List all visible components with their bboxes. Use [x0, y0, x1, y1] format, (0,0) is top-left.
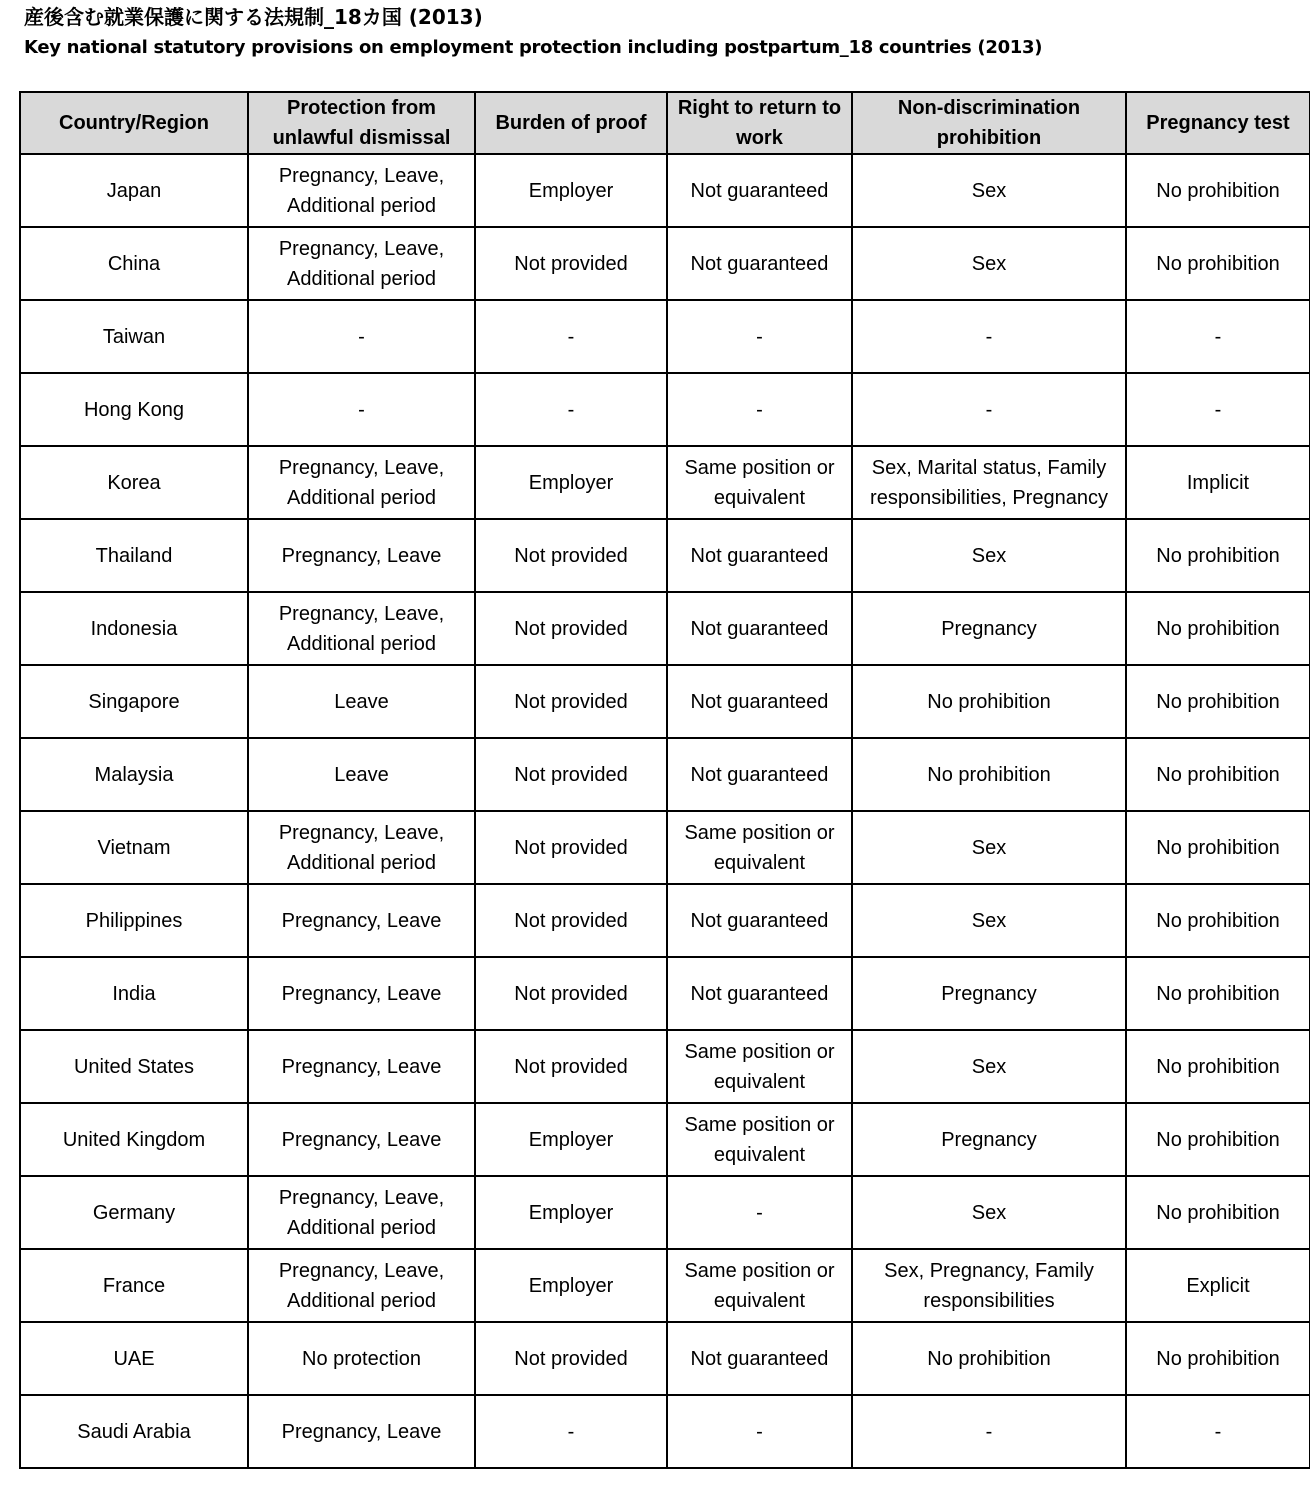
header-row [20, 92, 1310, 154]
cell-dismissal-protection: Pregnancy, Leave, Additional period [248, 1249, 475, 1322]
cell-pregnancy-test: No prohibition [1126, 1030, 1310, 1103]
cell-burden-of-proof: Not provided [475, 227, 667, 300]
cell-return-to-work: - [667, 300, 852, 373]
cell-country: Taiwan [20, 300, 248, 373]
cell-non-discrimination: - [852, 373, 1126, 446]
cell-dismissal-protection: Pregnancy, Leave, Additional period [248, 1176, 475, 1249]
cell-burden-of-proof: - [475, 1395, 667, 1468]
cell-pregnancy-test: No prohibition [1126, 1176, 1310, 1249]
cell-non-discrimination: Pregnancy [852, 957, 1126, 1030]
table-row [20, 1322, 1310, 1395]
cell-dismissal-protection: Pregnancy, Leave, Additional period [248, 811, 475, 884]
cell-burden-of-proof: Not provided [475, 884, 667, 957]
cell-country: Korea [20, 446, 248, 519]
cell-country: Hong Kong [20, 373, 248, 446]
cell-burden-of-proof: Employer [475, 446, 667, 519]
header-protection-from-unlawful-dismissal: Protection from unlawful dismissal [248, 92, 475, 154]
table-row [20, 1103, 1310, 1176]
cell-dismissal-protection: Pregnancy, Leave, Additional period [248, 154, 475, 227]
header-non-discrimination-prohibition: Non-discrimination prohibition [852, 92, 1126, 154]
cell-pregnancy-test: No prohibition [1126, 957, 1310, 1030]
cell-return-to-work: Same position or equivalent [667, 1103, 852, 1176]
cell-country: Saudi Arabia [20, 1395, 248, 1468]
table-row [20, 1176, 1310, 1249]
table-row [20, 738, 1310, 811]
cell-return-to-work: Same position or equivalent [667, 1249, 852, 1322]
cell-non-discrimination: Sex, Marital status, Family responsibilities, Pregnancy [852, 446, 1126, 519]
table-row [20, 446, 1310, 519]
cell-dismissal-protection: Pregnancy, Leave, Additional period [248, 227, 475, 300]
cell-country: Germany [20, 1176, 248, 1249]
cell-non-discrimination: No prohibition [852, 1322, 1126, 1395]
cell-country: Vietnam [20, 811, 248, 884]
cell-non-discrimination: Pregnancy [852, 1103, 1126, 1176]
cell-non-discrimination: No prohibition [852, 738, 1126, 811]
cell-return-to-work: Not guaranteed [667, 738, 852, 811]
cell-return-to-work: - [667, 1176, 852, 1249]
cell-non-discrimination: Sex [852, 884, 1126, 957]
cell-burden-of-proof: Not provided [475, 519, 667, 592]
cell-burden-of-proof: - [475, 373, 667, 446]
table-row [20, 884, 1310, 957]
cell-return-to-work: - [667, 1395, 852, 1468]
cell-pregnancy-test: No prohibition [1126, 227, 1310, 300]
cell-pregnancy-test: No prohibition [1126, 519, 1310, 592]
cell-non-discrimination: Sex [852, 1176, 1126, 1249]
cell-return-to-work: Not guaranteed [667, 1322, 852, 1395]
table-row [20, 1249, 1310, 1322]
provisions-table [19, 91, 1310, 1469]
cell-non-discrimination: No prohibition [852, 665, 1126, 738]
cell-pregnancy-test: - [1126, 1395, 1310, 1468]
cell-return-to-work: Same position or equivalent [667, 1030, 852, 1103]
cell-pregnancy-test: Implicit [1126, 446, 1310, 519]
cell-non-discrimination: - [852, 300, 1126, 373]
cell-burden-of-proof: Not provided [475, 592, 667, 665]
table-row [20, 592, 1310, 665]
header-country-region: Country/Region [20, 92, 248, 154]
cell-burden-of-proof: Not provided [475, 957, 667, 1030]
cell-burden-of-proof: - [475, 300, 667, 373]
cell-country: Indonesia [20, 592, 248, 665]
cell-country: China [20, 227, 248, 300]
cell-dismissal-protection: Pregnancy, Leave [248, 519, 475, 592]
table-row [20, 1030, 1310, 1103]
cell-burden-of-proof: Not provided [475, 1322, 667, 1395]
cell-pregnancy-test: No prohibition [1126, 1322, 1310, 1395]
cell-burden-of-proof: Not provided [475, 811, 667, 884]
cell-return-to-work: Not guaranteed [667, 957, 852, 1030]
header-pregnancy-test: Pregnancy test [1126, 92, 1310, 154]
table-row [20, 811, 1310, 884]
cell-country: Malaysia [20, 738, 248, 811]
table-row [20, 957, 1310, 1030]
cell-country: Thailand [20, 519, 248, 592]
table-row [20, 665, 1310, 738]
cell-non-discrimination: Sex [852, 811, 1126, 884]
cell-dismissal-protection: Pregnancy, Leave [248, 1103, 475, 1176]
cell-pregnancy-test: Explicit [1126, 1249, 1310, 1322]
header-right-to-return-to-work: Right to return to work [667, 92, 852, 154]
cell-return-to-work: Not guaranteed [667, 519, 852, 592]
cell-dismissal-protection: Pregnancy, Leave [248, 1030, 475, 1103]
cell-non-discrimination: Sex, Pregnancy, Family responsibilities [852, 1249, 1126, 1322]
page-title-english: Key national statutory provisions on employment protection including postpartum_18 countries (2013) [24, 37, 1043, 58]
cell-pregnancy-test: No prohibition [1126, 738, 1310, 811]
table-row [20, 373, 1310, 446]
cell-burden-of-proof: Not provided [475, 738, 667, 811]
table-row [20, 1395, 1310, 1468]
cell-return-to-work: Not guaranteed [667, 227, 852, 300]
cell-pregnancy-test: No prohibition [1126, 884, 1310, 957]
cell-country: India [20, 957, 248, 1030]
cell-dismissal-protection: - [248, 373, 475, 446]
cell-non-discrimination: Sex [852, 1030, 1126, 1103]
cell-non-discrimination: Pregnancy [852, 592, 1126, 665]
cell-return-to-work: Not guaranteed [667, 884, 852, 957]
cell-non-discrimination: - [852, 1395, 1126, 1468]
table-row [20, 519, 1310, 592]
cell-country: Japan [20, 154, 248, 227]
cell-dismissal-protection: Pregnancy, Leave [248, 1395, 475, 1468]
cell-burden-of-proof: Employer [475, 1103, 667, 1176]
cell-non-discrimination: Sex [852, 519, 1126, 592]
cell-dismissal-protection: No protection [248, 1322, 475, 1395]
cell-pregnancy-test: No prohibition [1126, 1103, 1310, 1176]
cell-dismissal-protection: Leave [248, 665, 475, 738]
cell-pregnancy-test: - [1126, 300, 1310, 373]
table-row [20, 227, 1310, 300]
cell-dismissal-protection: Pregnancy, Leave [248, 957, 475, 1030]
cell-return-to-work: Not guaranteed [667, 592, 852, 665]
cell-burden-of-proof: Employer [475, 1249, 667, 1322]
header-burden-of-proof: Burden of proof [475, 92, 667, 154]
cell-dismissal-protection: Pregnancy, Leave, Additional period [248, 446, 475, 519]
cell-burden-of-proof: Employer [475, 1176, 667, 1249]
cell-burden-of-proof: Employer [475, 154, 667, 227]
cell-return-to-work: Not guaranteed [667, 665, 852, 738]
page-title-japanese: 産後含む就業保護に関する法規制_18カ国 (2013) [24, 5, 483, 29]
cell-country: United States [20, 1030, 248, 1103]
table-row [20, 154, 1310, 227]
cell-pregnancy-test: - [1126, 373, 1310, 446]
cell-pregnancy-test: No prohibition [1126, 154, 1310, 227]
cell-dismissal-protection: Pregnancy, Leave [248, 884, 475, 957]
cell-country: United Kingdom [20, 1103, 248, 1176]
cell-return-to-work: Same position or equivalent [667, 811, 852, 884]
cell-country: France [20, 1249, 248, 1322]
cell-non-discrimination: Sex [852, 154, 1126, 227]
cell-pregnancy-test: No prohibition [1126, 592, 1310, 665]
cell-return-to-work: - [667, 373, 852, 446]
cell-country: Philippines [20, 884, 248, 957]
cell-dismissal-protection: Leave [248, 738, 475, 811]
cell-country: UAE [20, 1322, 248, 1395]
cell-burden-of-proof: Not provided [475, 665, 667, 738]
cell-pregnancy-test: No prohibition [1126, 665, 1310, 738]
cell-return-to-work: Same position or equivalent [667, 446, 852, 519]
cell-dismissal-protection: - [248, 300, 475, 373]
cell-non-discrimination: Sex [852, 227, 1126, 300]
cell-pregnancy-test: No prohibition [1126, 811, 1310, 884]
table-row [20, 300, 1310, 373]
cell-burden-of-proof: Not provided [475, 1030, 667, 1103]
cell-return-to-work: Not guaranteed [667, 154, 852, 227]
cell-dismissal-protection: Pregnancy, Leave, Additional period [248, 592, 475, 665]
cell-country: Singapore [20, 665, 248, 738]
